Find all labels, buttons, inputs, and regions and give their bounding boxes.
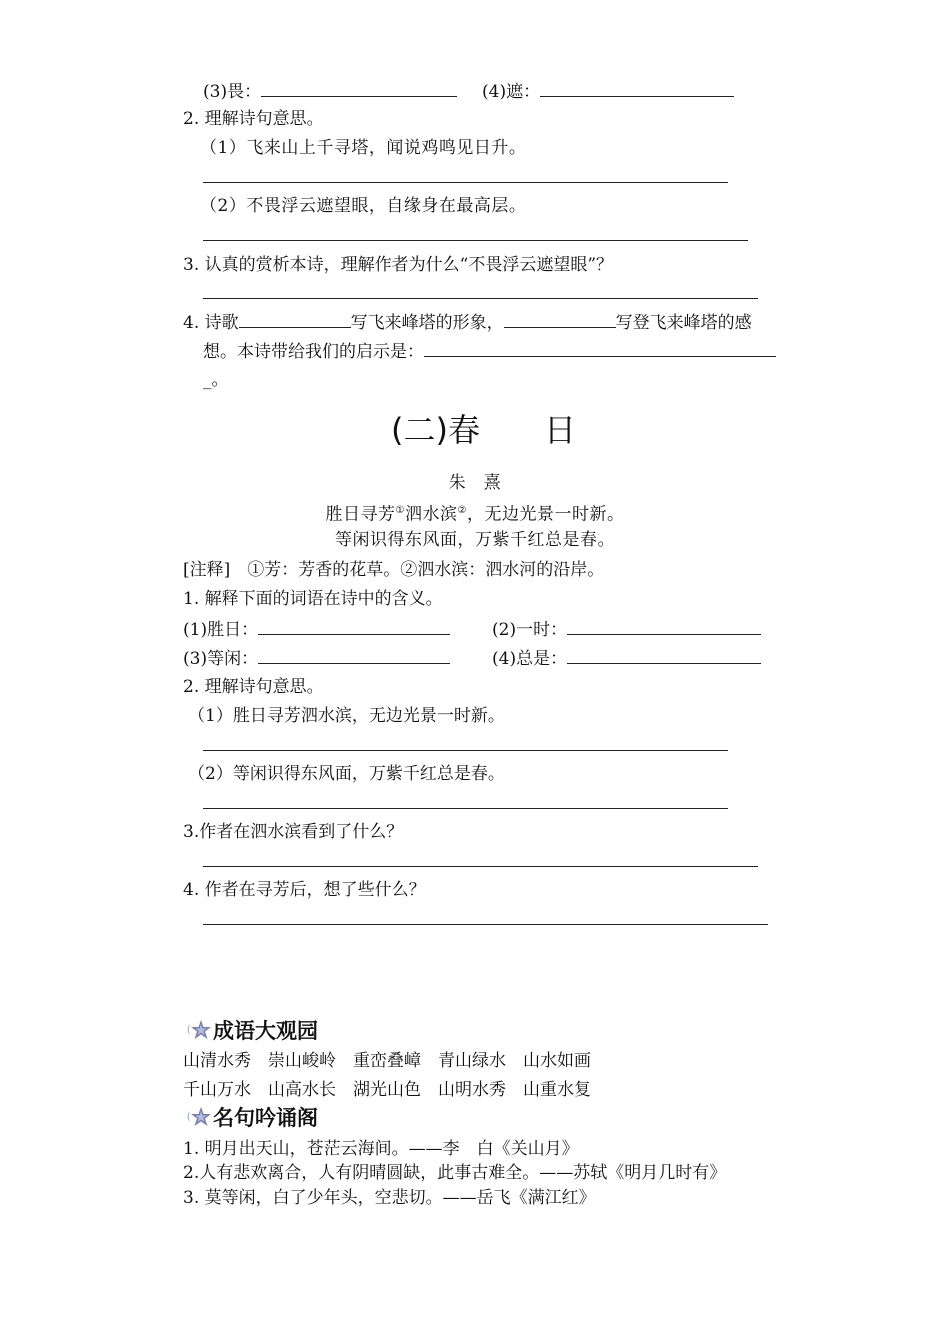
idioms-heading: 成语大观园 [187,1018,318,1044]
poem-line-2: 等闲识得东风面，万紫千红总是春。 [335,530,615,550]
quote-3: 3. 莫等闲，白了少年头，空悲切。——岳飞《满江红》 [183,1188,596,1208]
p2-q1-item-3: (3)等闲： [183,647,450,670]
quote-1: 1. 明月出天山，苍茫云海间。——李 白《关山月》 [183,1139,579,1159]
p1-q3: 3. 认真的赏析本诗，理解作者为什么“不畏浮云遮望眼”？ [183,255,614,275]
p2-q1-item-4: (4)总是： [492,647,761,670]
answer-blank[interactable] [258,618,450,635]
quotes-heading: 名句吟诵阁 [187,1105,318,1131]
answer-blank[interactable] [261,80,457,97]
poem-author: 朱 熹 [448,473,502,493]
p1-q4-line2: 想。本诗带给我们的启示是： [203,340,776,363]
answer-line[interactable] [203,298,758,299]
answer-line[interactable] [203,182,728,183]
poem-notes: [注释] ①芳：芳香的花草。②泗水滨：泗水河的沿岸。 [183,560,605,580]
p2-q3: 3.作者在泗水滨看到了什么？ [183,822,404,842]
p2-q1-item-2: (2)一时： [492,618,761,641]
answer-blank[interactable] [424,340,776,357]
poem-title: (二)春 日 [391,411,576,449]
answer-blank[interactable] [504,311,616,328]
p1-q4-line1: 4. 诗歌 写飞来峰塔的形象， 写登飞来峰塔的感 [183,313,752,333]
answer-blank[interactable] [239,311,351,328]
p2-q2-title: 2. 理解诗句意思。 [183,677,324,697]
idioms-row-2: 千山万水 山高水长 湖光山色 山明水秀 山重水复 [183,1080,591,1100]
answer-line[interactable] [203,866,758,867]
p2-q1-item-1: (1)胜日： [183,618,450,641]
p2-q2-s2: （2）等闲识得东风面，万紫千红总是春。 [188,764,505,784]
poem-line-1: 胜日寻芳①泗水滨②，无边光景一时新。 [325,504,625,525]
answer-line[interactable] [203,750,728,751]
answer-blank[interactable] [540,80,734,97]
p2-q1-title: 1. 解释下面的词语在诗中的含义。 [183,589,443,609]
p1-q2-s2: （2）不畏浮云遮望眼，自缘身在最高层。 [200,196,527,216]
answer-line[interactable] [203,808,728,809]
p1-q1-item-3: (3)畏： [203,80,457,103]
idioms-row-1: 山清水秀 崇山峻岭 重峦叠嶂 青山绿水 山水如画 [183,1051,591,1071]
answer-blank[interactable] [258,647,450,664]
p2-q4: 4. 作者在寻芳后，想了些什么？ [183,880,426,900]
p1-q2-s1: （1）飞来山上千寻塔，闻说鸡鸣见日升。 [200,138,527,158]
p2-q2-s1: （1）胜日寻芳泗水滨，无边光景一时新。 [188,706,505,726]
p1-q4-end: _。 [203,370,229,390]
star-icon [187,1019,211,1041]
star-icon [187,1106,211,1128]
answer-line[interactable] [203,924,768,925]
p1-q1-item-4: (4)遮： [482,80,734,103]
answer-blank[interactable] [567,618,761,635]
answer-blank[interactable] [567,647,761,664]
quote-2: 2.人有悲欢离合，人有阴晴圆缺，此事古难全。——苏轼《明月几时有》 [183,1163,727,1183]
answer-line[interactable] [203,240,748,241]
p1-q2-title: 2. 理解诗句意思。 [183,109,324,129]
